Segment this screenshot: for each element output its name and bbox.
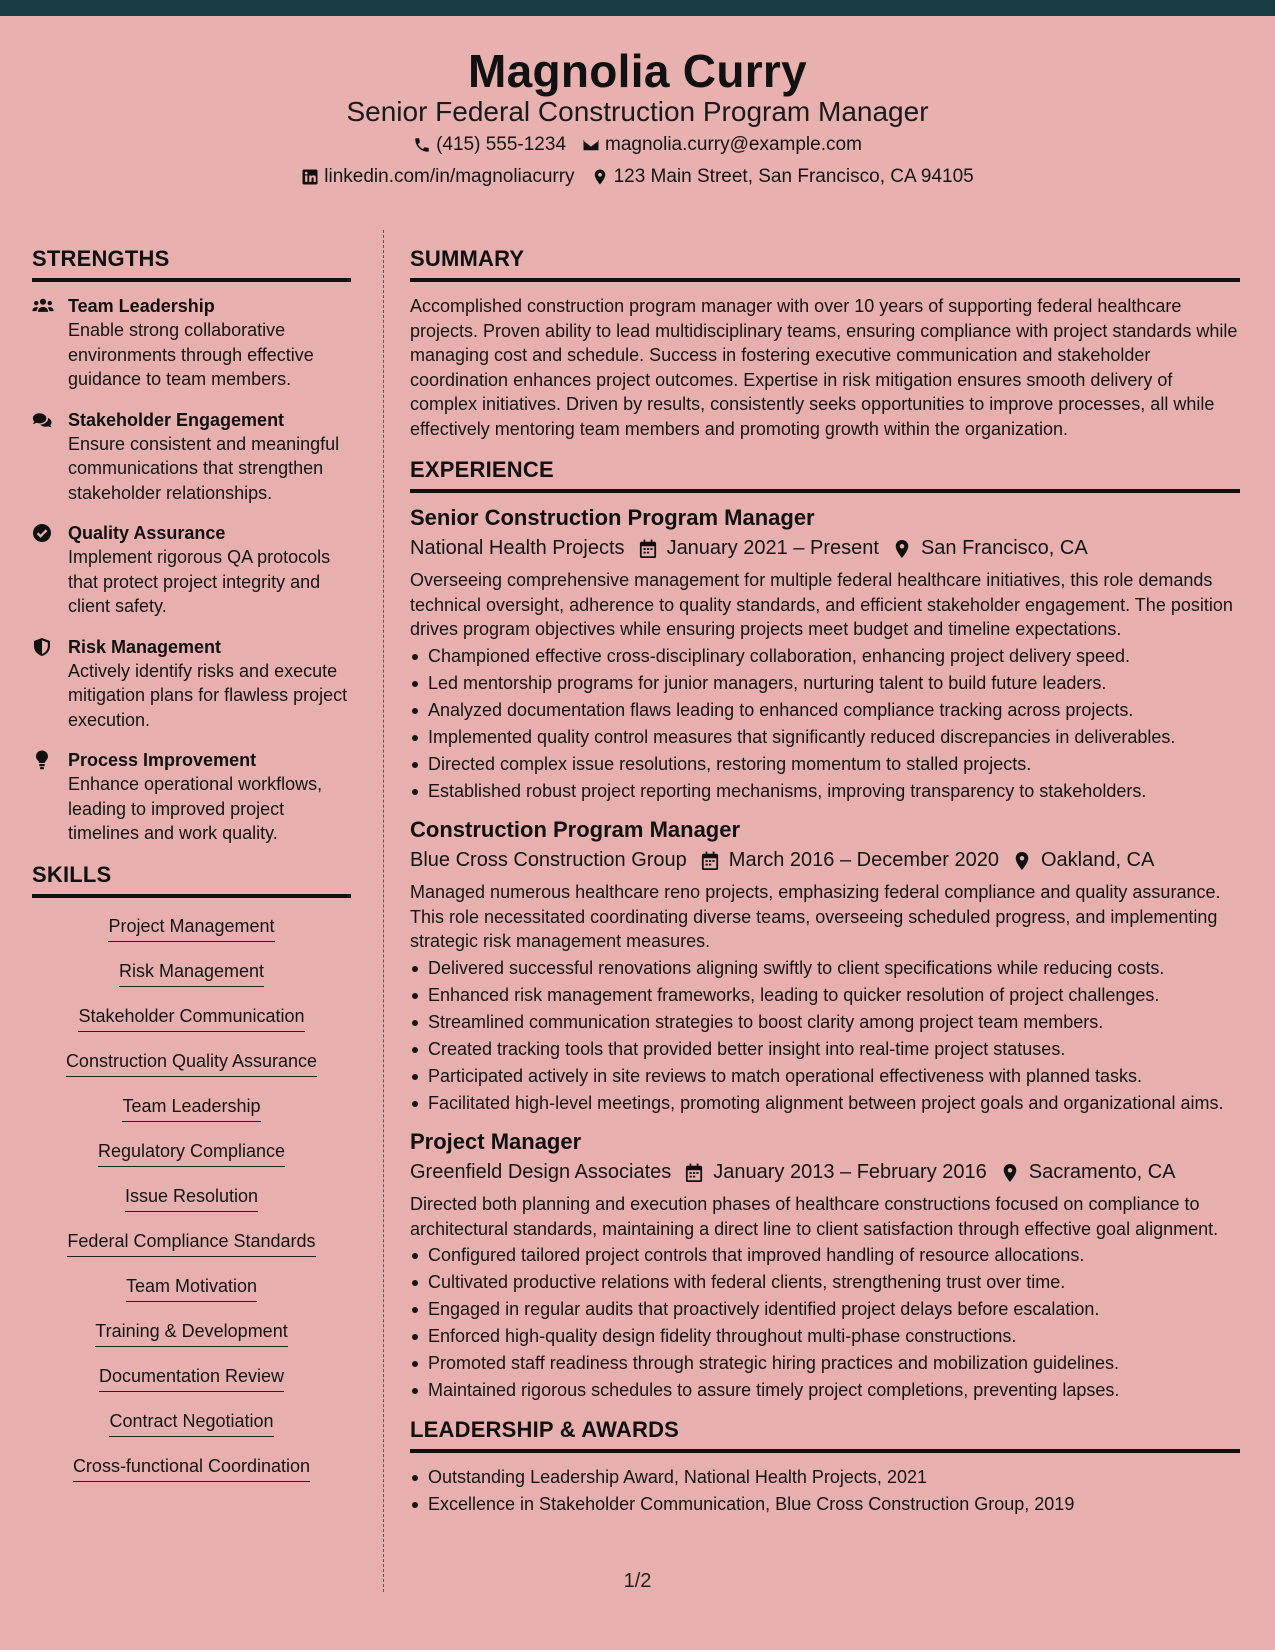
job-bullet: Engaged in regular audits that proactively identified project delays before escalation.	[410, 1297, 1240, 1322]
job-dates: January 2013 – February 2016	[713, 1161, 987, 1183]
skill-item: Training & Development	[95, 1321, 287, 1347]
linkedin-contact[interactable]	[301, 166, 574, 188]
strength-item	[32, 635, 351, 733]
job-company: Greenfield Design Associates	[410, 1161, 672, 1183]
job-entry	[410, 817, 1240, 1115]
job-bullet: Promoted staff readiness through strategic hiring practices and mobilization guidelines.	[410, 1351, 1240, 1376]
job-meta	[410, 849, 1240, 872]
job-bullet: Delivered successful renovations aligning swiftly to client specifications while reducing costs.	[410, 956, 1240, 981]
skill-item: Team Leadership	[122, 1096, 260, 1122]
strength-title: Process Improvement	[68, 750, 257, 770]
strength-desc: Enhance operational workflows, leading to improved project timelines and work quality.	[68, 774, 323, 843]
skill-item: Documentation Review	[99, 1366, 284, 1392]
address-contact	[591, 166, 974, 188]
job-title: Senior Construction Program Manager	[410, 505, 815, 530]
strength-item	[32, 521, 351, 619]
awards-heading: LEADERSHIP & AWARDS	[410, 1417, 1240, 1453]
job-entry	[410, 505, 1240, 803]
right-column	[410, 246, 1240, 1530]
skills-list	[32, 916, 351, 1501]
job-bullet: Created tracking tools that provided better insight into real-time project statuses.	[410, 1037, 1240, 1062]
job-bullet: Analyzed documentation flaws leading to enhanced compliance tracking across projects.	[410, 698, 1240, 723]
top-accent-bar	[0, 0, 1275, 16]
strengths-heading: STRENGTHS	[32, 246, 351, 282]
shield-icon	[32, 637, 54, 657]
linkedin-text[interactable]: linkedin.com/in/magnoliacurry	[324, 166, 575, 187]
job-meta	[410, 537, 1240, 560]
contact-row	[0, 166, 1275, 188]
job-bullet: Facilitated high-level meetings, promoting alignment between project goals and organizational aims.	[410, 1091, 1240, 1116]
calendar-icon	[685, 1163, 703, 1183]
job-bullet: Established robust project reporting mechanisms, improving transparency to stakeholders.	[410, 779, 1240, 804]
address-text: 123 Main Street, San Francisco, CA 94105	[613, 166, 974, 187]
job-company: Blue Cross Construction Group	[410, 849, 687, 871]
job-bullet: Championed effective cross-disciplinary collaboration, enhancing project delivery speed.	[410, 644, 1240, 669]
candidate-title: Senior Federal Construction Program Manager	[346, 96, 929, 127]
job-bullet: Implemented quality control measures that significantly reduced discrepancies in deliverables.	[410, 725, 1240, 750]
strength-desc: Actively identify risks and execute mitigation plans for flawless project execution.	[68, 660, 348, 730]
skills-heading: SKILLS	[32, 862, 351, 898]
award-item: Excellence in Stakeholder Communication, Blue Cross Construction Group, 2019	[410, 1492, 1240, 1517]
map-marker-icon	[1001, 1163, 1019, 1183]
map-marker-icon	[591, 168, 609, 186]
job-meta	[410, 1161, 1240, 1184]
resume-header	[0, 16, 1275, 204]
job-bullet: Directed complex issue resolutions, restoring momentum to stalled projects.	[410, 752, 1240, 777]
job-bullet: Configured tailored project controls that improved handling of resource allocations.	[410, 1243, 1240, 1268]
job-bullets	[410, 956, 1240, 1116]
job-bullet: Enforced high-quality design fidelity throughout multi-phase constructions.	[410, 1324, 1240, 1349]
job-description: Managed numerous healthcare reno projects, emphasizing federal compliance and quality assurance. This role necessitated coordinating diverse teams, overseeing scheduled progress, and implementing strategic risk management measures.	[410, 882, 1221, 951]
email-contact[interactable]	[582, 134, 862, 156]
job-bullet: Cultivated productive relations with federal clients, strengthening trust over time.	[410, 1270, 1240, 1295]
skill-item: Cross-functional Coordination	[73, 1456, 310, 1482]
job-bullet: Enhanced risk management frameworks, leading to quicker resolution of project challenges.	[410, 983, 1240, 1008]
skill-item: Construction Quality Assurance	[66, 1051, 317, 1077]
skill-item: Contract Negotiation	[109, 1411, 273, 1437]
job-description: Directed both planning and execution phases of healthcare constructions focused on compliance to architectural standards, maintaining a direct line to client satisfaction through effective goal alignment.	[410, 1194, 1219, 1239]
job-location: San Francisco, CA	[920, 537, 1088, 559]
comments-icon	[32, 410, 54, 430]
summary-text: Accomplished construction program manager with over 10 years of supporting federal healthcare projects. Proven ability to lead multidisciplinary teams, ensuring compliance with project standards while managing cost and schedule. Success in fostering executive communication and stakeholder coordination enhances project outcomes. Expertise in risk mitigation ensures smooth delivery of complex initiatives. Driven by results, consistently seeks opportunities to improve processes, all while effectively mentoring team members and promoting growth within the organization.	[410, 296, 1238, 439]
users-icon	[32, 296, 54, 316]
strength-item	[32, 408, 351, 506]
lightbulb-icon	[32, 750, 54, 770]
summary-heading: SUMMARY	[410, 246, 1240, 282]
page-number: 1/2	[623, 1570, 652, 1592]
job-bullet: Maintained rigorous schedules to assure timely project completions, preventing lapses.	[410, 1378, 1240, 1403]
skill-item: Federal Compliance Standards	[67, 1231, 315, 1257]
job-dates: March 2016 – December 2020	[728, 849, 999, 871]
left-column	[32, 246, 351, 1501]
job-company: National Health Projects	[410, 537, 625, 559]
strength-item	[32, 748, 351, 846]
candidate-name: Magnolia Curry	[467, 45, 808, 97]
skill-item: Stakeholder Communication	[78, 1006, 304, 1032]
strength-item	[32, 294, 351, 392]
job-description: Overseeing comprehensive management for multiple federal healthcare initiatives, this role demands technical oversight, adherence to quality standards, and efficient stakeholder engagement. The position drives program objectives while ensuring projects meet budget and timeline expectations.	[410, 570, 1233, 639]
job-location: Sacramento, CA	[1028, 1161, 1176, 1183]
strength-desc: Enable strong collaborative environments through effective guidance to team members.	[68, 320, 314, 389]
skill-item: Team Motivation	[126, 1276, 257, 1302]
skill-item: Project Management	[108, 916, 274, 942]
phone-text: (415) 555-1234	[436, 134, 567, 155]
map-marker-icon	[1013, 851, 1031, 871]
strength-desc: Implement rigorous QA protocols that protect project integrity and client safety.	[68, 547, 331, 616]
skill-item: Regulatory Compliance	[98, 1141, 285, 1167]
job-location: Oakland, CA	[1040, 849, 1155, 871]
award-item: Outstanding Leadership Award, National Health Projects, 2021	[410, 1465, 1240, 1490]
email-text[interactable]: magnolia.curry@example.com	[605, 134, 862, 155]
calendar-icon	[701, 851, 719, 871]
job-dates: January 2021 – Present	[666, 537, 879, 559]
skill-item: Issue Resolution	[125, 1186, 258, 1212]
envelope-icon	[582, 136, 600, 154]
job-bullet: Led mentorship programs for junior managers, nurturing talent to build future leaders.	[410, 671, 1240, 696]
skill-item: Risk Management	[119, 961, 264, 987]
contact-row	[0, 134, 1275, 156]
phone-contact	[413, 134, 566, 156]
map-marker-icon	[893, 539, 911, 559]
strength-title: Quality Assurance	[68, 523, 226, 543]
experience-heading: EXPERIENCE	[410, 457, 1240, 493]
job-title: Project Manager	[410, 1129, 582, 1154]
job-bullets	[410, 1243, 1240, 1403]
job-title: Construction Program Manager	[410, 817, 741, 842]
linkedin-icon	[301, 168, 319, 186]
strength-desc: Ensure consistent and meaningful communications that strengthen stakeholder relationships.	[68, 433, 340, 503]
column-divider	[383, 230, 384, 1592]
job-bullet: Streamlined communication strategies to boost clarity among project team members.	[410, 1010, 1240, 1035]
calendar-icon	[639, 539, 657, 559]
job-entry	[410, 1129, 1240, 1403]
check-circle-icon	[32, 523, 54, 543]
strength-title: Team Leadership	[68, 296, 215, 316]
strength-title: Stakeholder Engagement	[68, 409, 285, 430]
phone-icon	[413, 136, 431, 154]
job-bullets	[410, 644, 1240, 804]
strength-title: Risk Management	[68, 636, 222, 657]
awards-list	[410, 1465, 1240, 1517]
job-bullet: Participated actively in site reviews to match operational effectiveness with planned tasks.	[410, 1064, 1240, 1089]
